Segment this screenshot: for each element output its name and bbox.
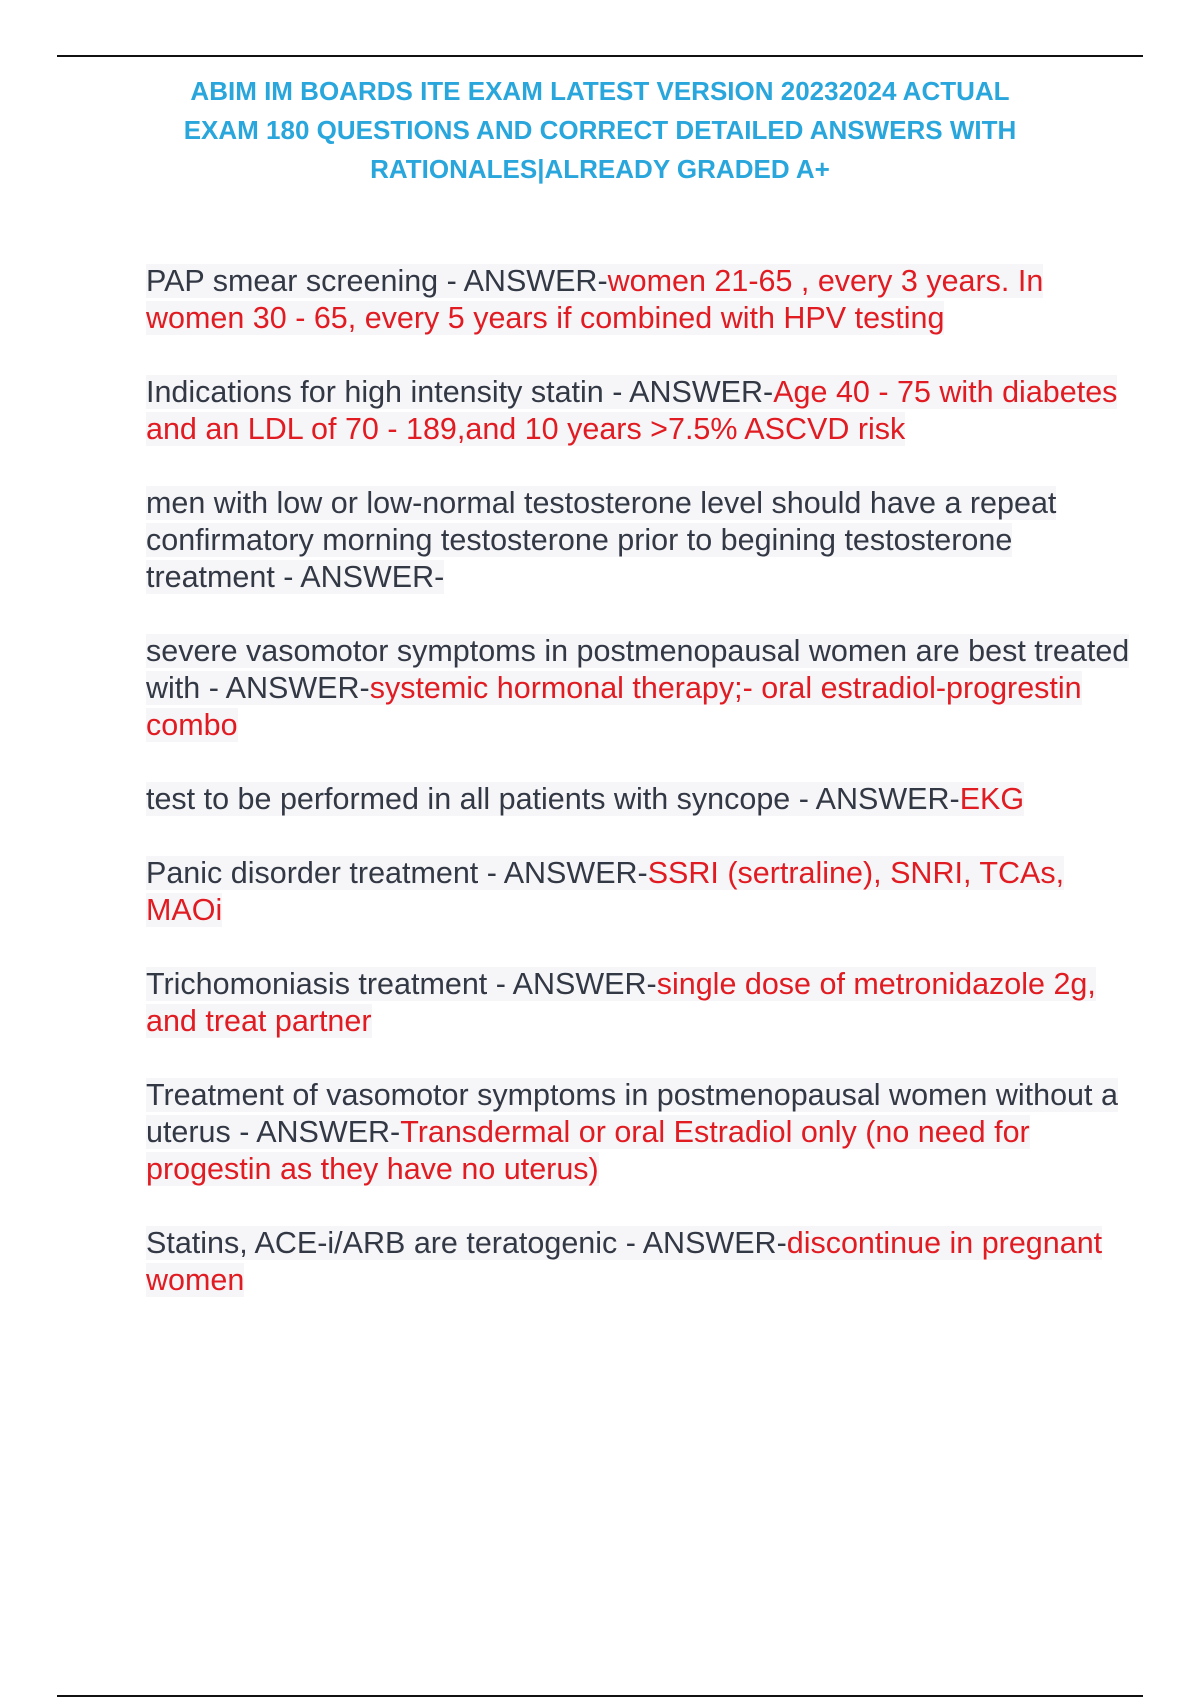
document-title: ABIM IM BOARDS ITE EXAM LATEST VERSION 20232024 ACTUAL EXAM 180 QUESTIONS AND CORRECT DETAILED ANSWERS WITH RATIONALES|ALREADY GRADED A+ [183, 76, 1017, 184]
qa-item [146, 781, 1146, 818]
qa-item [146, 633, 1146, 744]
answer-text: Age 40 - 75 with diabetes and an LDL of 70 - 189,and 10 years >7.5% ASCVD risk [146, 375, 1118, 446]
question-text: Treatment of vasomotor symptoms in postmenopausal women without a uterus - ANSWER- [146, 1078, 1118, 1149]
question-text: Statins, ACE-i/ARB are teratogenic - ANSWER- [146, 1226, 787, 1260]
answer-text: systemic hormonal therapy;- oral estradiol-progrestin combo [146, 671, 1082, 742]
answer-text: women 21-65 , every 3 years. In women 30 - 65, every 5 years if combined with HPV testing [146, 264, 1044, 335]
question-text: severe vasomotor symptoms in postmenopausal women are best treated with - ANSWER- [146, 634, 1130, 705]
top-rule [57, 55, 1143, 57]
answer-text: SSRI (sertraline), SNRI, TCAs, MAOi [146, 856, 1065, 927]
question-text: PAP smear screening - ANSWER- [146, 264, 608, 298]
qa-item [146, 1225, 1146, 1299]
qa-item [146, 855, 1146, 929]
answer-text: single dose of metronidazole 2g, and treat partner [146, 967, 1096, 1038]
question-text: Trichomoniasis treatment - ANSWER- [146, 967, 657, 1001]
qa-item [146, 966, 1146, 1040]
answer-text: EKG [959, 782, 1025, 816]
qa-item [146, 1077, 1146, 1188]
question-text: test to be performed in all patients with syncope - ANSWER- [146, 782, 960, 816]
bottom-rule [57, 1695, 1143, 1697]
qa-item [146, 263, 1146, 337]
question-text: Indications for high intensity statin - ANSWER- [146, 375, 774, 409]
qa-item [146, 485, 1146, 596]
question-text: men with low or low-normal testosterone level should have a repeat confirmatory morning testosterone prior to begining testosterone treatment - ANSWER- [146, 486, 1057, 594]
answer-text: Transdermal or oral Estradiol only (no need for progestin as they have no uterus) [146, 1115, 1030, 1186]
question-text: Panic disorder treatment - ANSWER- [146, 856, 648, 890]
qa-list [146, 263, 1146, 1336]
answer-text: discontinue in pregnant women [146, 1226, 1103, 1297]
qa-item [146, 374, 1146, 448]
